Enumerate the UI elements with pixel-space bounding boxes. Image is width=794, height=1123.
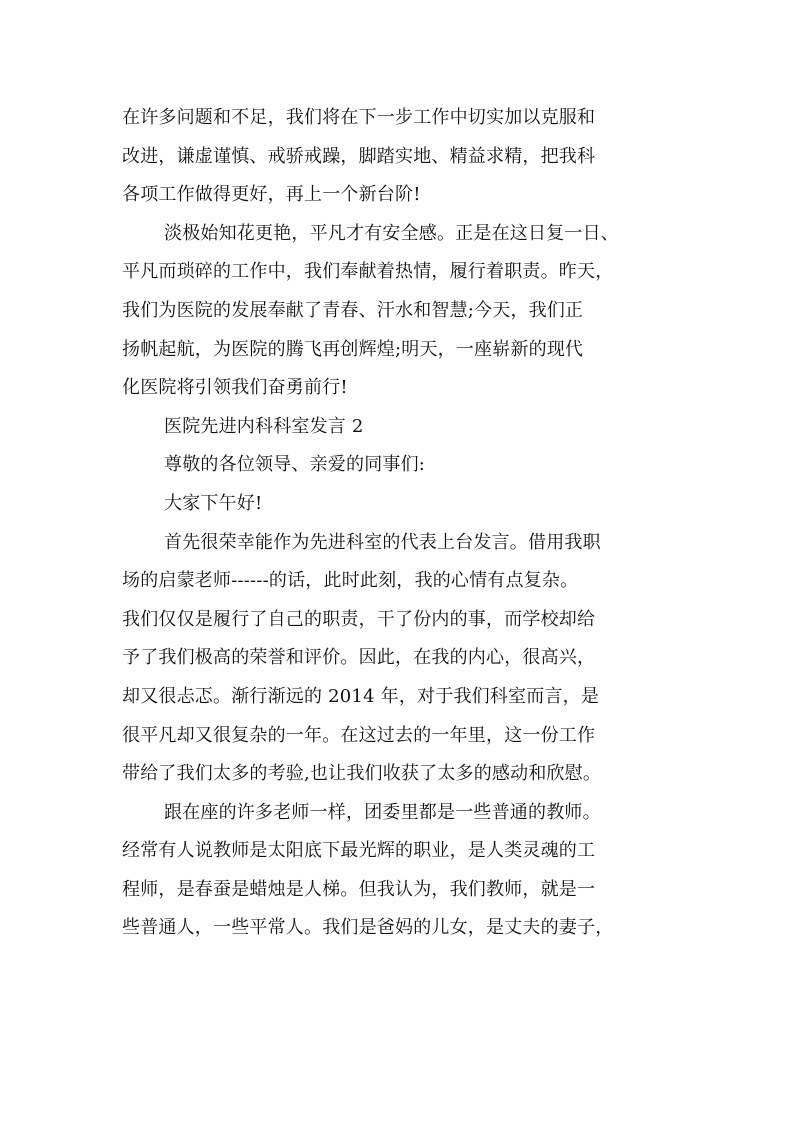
text-line: 在许多问题和不足，我们将在下一步工作中切实加以克服和 (122, 107, 596, 128)
paragraph-start-line: 跟在座的许多老师一样，团委里都是一些普通的教师。 (164, 801, 601, 823)
text-line: 却又很忐忑。渐行渐远的 2014 年，对于我们科室而言，是 (122, 685, 600, 707)
text-line: 带给了我们太多的考验,也让我们收获了太多的感动和欣慰。 (122, 763, 602, 785)
text-line: 予了我们极高的荣誉和评价。因此，在我的内心，很高兴， (122, 647, 596, 669)
salutation-line: 尊敬的各位领导、亲爱的同事们: (164, 454, 426, 476)
greeting-line: 大家下午好! (164, 492, 263, 514)
text-line: 扬帆起航，为医院的腾飞再创辉煌;明天，一座崭新的现代 (122, 338, 584, 360)
text-line: 化医院将引领我们奋勇前行! (122, 377, 348, 399)
text-line: 很平凡却又很复杂的一年。在这过去的一年里，这一份工作 (122, 724, 596, 746)
text-line: 改进，谦虚谨慎、戒骄戒躁，脚踏实地、精益求精，把我科 (122, 145, 596, 167)
text-line: 我们仅仅是履行了自己的职责，干了份内的事，而学校却给 (122, 608, 596, 630)
text-line: 些普通人，一些平常人。我们是爸妈的儿女，是丈夫的妻子， (122, 917, 614, 939)
text-line: 各项工作做得更好，再上一个新台阶! (122, 184, 421, 206)
paragraph-start-line: 首先很荣幸能作为先进科室的代表上台发言。借用我职 (164, 531, 601, 553)
text-line: 场的启蒙老师------的话，此时此刻，我的心情有点复杂。 (122, 570, 579, 592)
text-line: 平凡而琐碎的工作中，我们奉献着热情，履行着职责。昨天， (122, 261, 614, 283)
text-line: 我们为医院的发展奉献了青春、汗水和智慧;今天，我们正 (122, 299, 584, 321)
section-heading: 医院先进内科科室发言 2 (164, 415, 364, 437)
text-line: 程师，是春蚕是蜡烛是人梯。但我认为，我们教师，就是一 (122, 878, 596, 900)
paragraph-start-line: 淡极始知花更艳，平凡才有安全感。正是在这日复一日、 (164, 222, 619, 244)
text-line: 经常有人说教师是太阳底下最光辉的职业，是人类灵魂的工 (122, 840, 596, 862)
document-body (122, 99, 682, 948)
